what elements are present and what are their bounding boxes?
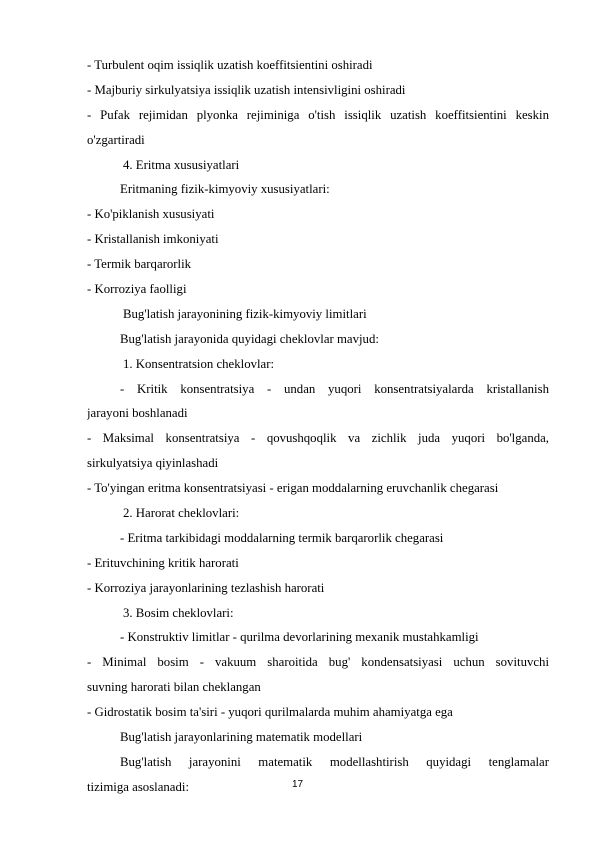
text-line: - Turbulent oqim issiqlik uzatish koeffitsientini oshiradi [87, 58, 373, 72]
list-item: - Ko'piklanish xususiyati [87, 207, 215, 222]
list-item: - Konstruktiv limitlar - qurilma devorlarining mexanik mustahkamligi [120, 630, 479, 645]
text-line: suvning harorati bilan cheklangan [87, 680, 261, 695]
text-line: Bug'latish jarayonida quyidagi cheklovlar mavjud: [120, 331, 379, 346]
list-item: - Gidrostatik bosim ta'siri - yuqori qurilmalarda muhim ahamiyatga ega [87, 705, 453, 720]
list-item: - Korroziya faolligi [87, 282, 187, 297]
list-item: - To'yingan eritma konsentratsiyasi - erigan moddalarning eruvchanlik chegarasi [87, 481, 499, 496]
list-item: - Korroziya jarayonlarining tezlashish harorati [87, 580, 325, 595]
subsection-heading: 3. Bosim cheklovlari: [123, 605, 234, 620]
text-line: o'zgartiradi [87, 132, 145, 147]
list-item: - Minimal bosim - vakuum sharoitida bug' kondensatsiyasi uchun sovituvchi [87, 655, 549, 670]
list-item: - Termik barqarorlik [87, 257, 192, 272]
text-line: - Pufak rejimidan plyonka rejiminiga o'tish issiqlik uzatish koeffitsientini keskin [87, 107, 549, 122]
list-item: - Kristallanish imkoniyati [87, 232, 219, 247]
page-number: 17 [291, 779, 304, 790]
section-heading: 4. Eritma xususiyatlari [123, 157, 240, 172]
subsection-heading: 1. Konsentratsion cheklovlar: [123, 356, 275, 371]
list-item: - Eritma tarkibidagi moddalarning termik barqarorlik chegarasi [120, 530, 444, 545]
section-heading: Bug'latish jarayonlarining matematik modellari [120, 730, 363, 745]
list-item: - Erituvchining kritik harorati [87, 555, 239, 570]
text-line: - Majburiy sirkulyatsiya issiqlik uzatish intensivligini oshiradi [87, 82, 406, 97]
subsection-heading: 2. Harorat cheklovlari: [123, 506, 240, 521]
text-line: jarayoni boshlanadi [87, 406, 188, 421]
text-line: sirkulyatsiya qiyinlashadi [87, 456, 219, 471]
section-heading: Bug'latish jarayonining fizik-kimyoviy limitlari [123, 306, 367, 321]
list-item: - Kritik konsentratsiya - undan yuqori konsentratsiyalarda kristallanish [120, 381, 549, 396]
list-item: - Maksimal konsentratsiya - qovushqoqlik va zichlik juda yuqori bo'lganda, [87, 431, 549, 446]
text-line: Bug'latish jarayonini matematik modellashtirish quyidagi tenglamalar [120, 754, 549, 769]
text-line: tizimiga asoslanadi: [87, 779, 189, 794]
page-body [87, 53, 549, 800]
text-line: Eritmaning fizik-kimyoviy xususiyatlari: [120, 182, 330, 197]
